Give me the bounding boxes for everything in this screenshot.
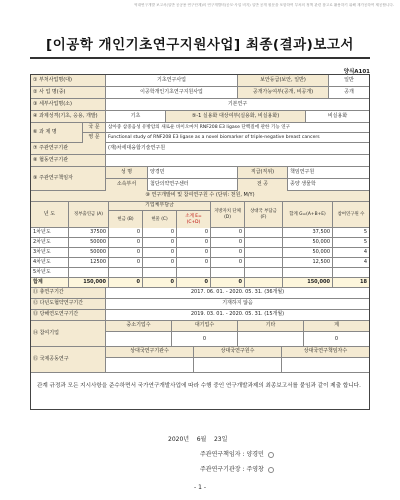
- funding-subtotal: 0: [177, 258, 211, 267]
- row-program-name: [31, 87, 369, 99]
- funding-sum-cash: 0: [109, 278, 143, 287]
- label-pi-position: 직급(직위): [238, 167, 288, 179]
- funding-local-govt: 0: [211, 238, 245, 247]
- funding-year: 5차년도: [31, 268, 69, 277]
- pi-signature-label: 주관연구책임자 :: [200, 451, 245, 458]
- row-sub-program: [31, 99, 369, 111]
- col-partner-institutions: 상대국연구기관수: [106, 347, 194, 358]
- value-pi-name: 양경민: [148, 167, 238, 179]
- funding-row: [31, 228, 369, 238]
- col-sme-count: 중소기업수: [106, 321, 172, 332]
- value-total-period: 2017. 06. 01. - 2020. 05. 31. (36개월): [190, 289, 285, 296]
- value-sme-count: [106, 332, 172, 347]
- value-large-company-count: 0: [172, 332, 238, 347]
- label-pi-major: 전 공: [238, 179, 288, 191]
- page-number: - 1 -: [194, 484, 206, 491]
- funding-sum-label: 합계: [31, 278, 69, 287]
- funding-partner-country: [245, 238, 283, 247]
- label-international-research: ⑮ 국제공동연구: [31, 347, 106, 372]
- value-program-name: 이공학개인기초연구지원사업: [106, 87, 238, 98]
- funding-total: 50,000: [283, 248, 333, 257]
- funding-sum-partner-country: [245, 278, 283, 287]
- funding-row: [31, 238, 369, 248]
- value-korean-title: 삼아중 삼중음성 유방암의 새로운 바이오마커 RNF208 E3 ligase 단백질에 관한 기능 연구: [106, 123, 369, 133]
- funding-in-kind: 0: [143, 228, 177, 237]
- funding-local-govt: 0: [211, 248, 245, 257]
- value-cooperating-institution: [106, 155, 369, 166]
- form-code: 양식A101: [343, 69, 370, 75]
- row-participating-companies: [31, 321, 369, 347]
- row-lead-institution: [31, 143, 369, 155]
- funding-year: 2차년도: [31, 238, 69, 247]
- submission-statement: 관계 규정과 모든 지시사항을 준수하면서 국가연구개발사업에 따라 수행 중인 연구개발과제의 최종보고서를 붙임과 같이 제출 합니다.: [37, 383, 361, 389]
- funding-cash: 0: [109, 248, 143, 257]
- date-day: 23일: [213, 436, 228, 443]
- row-ministry-program: [31, 75, 369, 87]
- funding-header-row: [31, 202, 369, 228]
- head-signature-line: [200, 464, 274, 473]
- col-large-company-count: 대기업수: [172, 321, 238, 332]
- funding-col-year: 년 도: [31, 202, 69, 227]
- funding-subtotal: [177, 268, 211, 277]
- funding-section-title: ⑩ 연구개발비 및 참여연구원 수 (단위: 천원, M/Y): [31, 191, 369, 201]
- funding-subtotal: 0: [177, 248, 211, 257]
- funding-cash: 0: [109, 258, 143, 267]
- head-signature-name: 주영창: [246, 466, 264, 473]
- funding-partner-country: [245, 268, 283, 277]
- value-partner-pis: [282, 358, 369, 373]
- row-project-title: [31, 123, 369, 143]
- funding-total: 12,500: [283, 258, 333, 267]
- funding-sum-in-kind: 0: [143, 278, 177, 287]
- funding-local-govt: 0: [211, 258, 245, 267]
- funding-col-cash: 현금 (B): [109, 211, 143, 228]
- label-research-type: ④ 과제성격(기초, 응용, 개발): [31, 111, 106, 122]
- funding-researchers: 5: [363, 228, 367, 235]
- value-other-count: [238, 332, 304, 347]
- funding-in-kind: 0: [143, 238, 177, 247]
- funding-col-total: 합계 G=(A+B+E): [283, 202, 333, 227]
- funding-sum-row: [31, 278, 369, 288]
- funding-local-govt: 0: [211, 228, 245, 237]
- value-lead-institution: (재)차세대융합기술연구원: [108, 144, 166, 151]
- pi-signature-line: [200, 449, 274, 458]
- funding-col-industry-group: 기업체부담금: [109, 202, 211, 211]
- label-security-level: 보안등급(보안, 일반): [238, 75, 329, 86]
- seal-icon: [268, 452, 274, 458]
- label-total-period: ⑪ 총연구기간: [31, 288, 106, 298]
- funding-researchers: 4: [363, 248, 367, 255]
- document-title: [이공학 개인기초연구지원사업] 최종(결과)보고서: [46, 37, 354, 53]
- funding-government: 50000: [69, 238, 109, 247]
- value-multiyear-period: 기재하지 않음: [222, 300, 253, 307]
- funding-sum-government: 150,000: [69, 278, 109, 287]
- funding-year: 3차년도: [31, 248, 69, 257]
- funding-sum-local-govt: 0: [211, 278, 245, 287]
- funding-section-title-row: [31, 191, 369, 202]
- row-multiyear-period: [31, 299, 369, 310]
- value-research-type: 기초: [106, 111, 166, 122]
- label-multiyear-period: ⑫ 다년도협약연구기간: [31, 299, 106, 309]
- label-current-period: ⑬ 당해연도연구기간: [31, 310, 106, 320]
- label-pi-department: 소속부서: [106, 179, 148, 191]
- pi-signature-name: 양경민: [246, 451, 264, 458]
- funding-partner-country: [245, 248, 283, 257]
- funding-total: [283, 268, 333, 277]
- head-signature-label: 주관연구기관장 :: [200, 466, 245, 473]
- value-company-total: 0: [334, 335, 339, 342]
- label-sub-program: ③ 세부사업명(소): [31, 99, 106, 110]
- funding-sum-researchers: 18: [333, 278, 369, 287]
- funding-sum-subtotal: 0: [177, 278, 211, 287]
- funding-col-local-govt: 지방자치 단체 (D): [211, 202, 245, 227]
- col-partner-researchers: 상대국연구원수: [194, 347, 282, 358]
- value-english-title: Functional study of RNF208 E3 ligase as a novel biomarker of triple-negative breast cancers: [108, 135, 320, 141]
- label-disclosure: 공개가능여부(공개, 비공개): [238, 87, 329, 98]
- funding-row: [31, 248, 369, 258]
- funding-subtotal: 0: [177, 228, 211, 237]
- funding-col-partner-country: 상대국 부담금 (F): [245, 202, 283, 227]
- funding-year: 4차년도: [31, 258, 69, 267]
- row-research-type: [31, 111, 369, 123]
- label-ministry-program: ① 부처사업명(대): [31, 75, 106, 86]
- funding-sum-total: 150,000: [283, 278, 333, 287]
- title-rule: [30, 57, 370, 59]
- funding-in-kind: 0: [143, 248, 177, 257]
- value-sub-program: 기본연구: [227, 100, 248, 107]
- col-other-count: 기타: [238, 321, 304, 332]
- funding-researchers: 4: [363, 258, 367, 265]
- funding-government: 50000: [69, 248, 109, 257]
- label-pi-name: 성 명: [106, 167, 148, 179]
- funding-col-subtotal: 소계 E=(C+D): [177, 211, 211, 228]
- value-current-period: 2019. 03. 01. - 2020. 05. 31. (15개월): [190, 311, 285, 318]
- funding-row: [31, 268, 369, 278]
- label-korean-title: 국 문: [83, 123, 106, 133]
- label-commercialization: ⑤-1 실용화 대상여부(실용화, 비실용화): [166, 111, 306, 122]
- report-form: [30, 74, 370, 410]
- funding-government: [69, 268, 109, 277]
- funding-row: [31, 258, 369, 268]
- date-year: 2020년: [168, 436, 190, 443]
- date-month: 6월: [196, 436, 207, 443]
- funding-col-government: 정부출연금 (A): [69, 202, 109, 227]
- row-international-research: [31, 347, 369, 373]
- label-program-name: ② 사 업 명(중): [31, 87, 106, 98]
- seal-icon: [268, 467, 274, 473]
- label-english-title: 영 문: [83, 133, 106, 143]
- value-commercialization: 비실용화: [327, 112, 348, 119]
- funding-government: 37500: [69, 228, 109, 237]
- value-ministry-program: 기초연구사업: [106, 75, 238, 86]
- funding-in-kind: 0: [143, 258, 177, 267]
- value-pi-major: 종양 생물학: [290, 181, 316, 188]
- value-partner-institutions: [106, 358, 194, 373]
- value-security-level: 일반: [344, 76, 354, 83]
- funding-cash: 0: [109, 238, 143, 247]
- funding-researchers: 5: [363, 238, 367, 245]
- funding-total: 37,500: [283, 228, 333, 237]
- funding-year: 1차년도: [31, 228, 69, 237]
- funding-partner-country: [245, 258, 283, 267]
- funding-col-in-kind: 현물 (C): [143, 211, 177, 228]
- funding-partner-country: [245, 228, 283, 237]
- label-lead-institution: ⑦ 주관연구기관: [31, 143, 106, 154]
- row-current-period: [31, 310, 369, 321]
- funding-subtotal: 0: [177, 238, 211, 247]
- value-pi-position: 책임연구원: [288, 167, 369, 179]
- col-partner-pis: 상대국연구책임자수: [282, 347, 369, 358]
- value-disclosure: 공개: [344, 88, 354, 95]
- col-company-total: 계: [304, 321, 369, 332]
- funding-local-govt: [211, 268, 245, 277]
- funding-cash: 0: [109, 228, 143, 237]
- funding-government: 12500: [69, 258, 109, 267]
- row-cooperating-institution: [31, 155, 369, 167]
- row-total-period: [31, 288, 369, 299]
- funding-col-researchers: 참여연구원 수: [333, 202, 369, 227]
- label-cooperating-institution: ⑧ 협동연구기관: [31, 155, 106, 166]
- top-note: 역대연구개발 보고서(일반 공공용 연구단계)의 연구개발비(공모·사업 비지) 일반 공개 원문을 포함하여 부처의 정책 관련 참고로 활용하기 위해 재가공하여 제공합니다.: [134, 3, 394, 7]
- funding-total: 50,000: [283, 238, 333, 247]
- value-partner-researchers: [194, 358, 282, 373]
- label-participating-companies: ⑭ 참여기업: [31, 321, 106, 346]
- funding-cash: [109, 268, 143, 277]
- label-principal-investigator: ⑨ 주관연구책임자: [31, 167, 106, 190]
- funding-researchers: [333, 268, 369, 277]
- funding-in-kind: [143, 268, 177, 277]
- row-principal-investigator: [31, 167, 369, 191]
- label-project-title: ⑥ 과 제 명: [31, 123, 83, 142]
- value-pi-department: 첨단의약연구센터: [148, 179, 238, 191]
- submission-date: [168, 434, 227, 443]
